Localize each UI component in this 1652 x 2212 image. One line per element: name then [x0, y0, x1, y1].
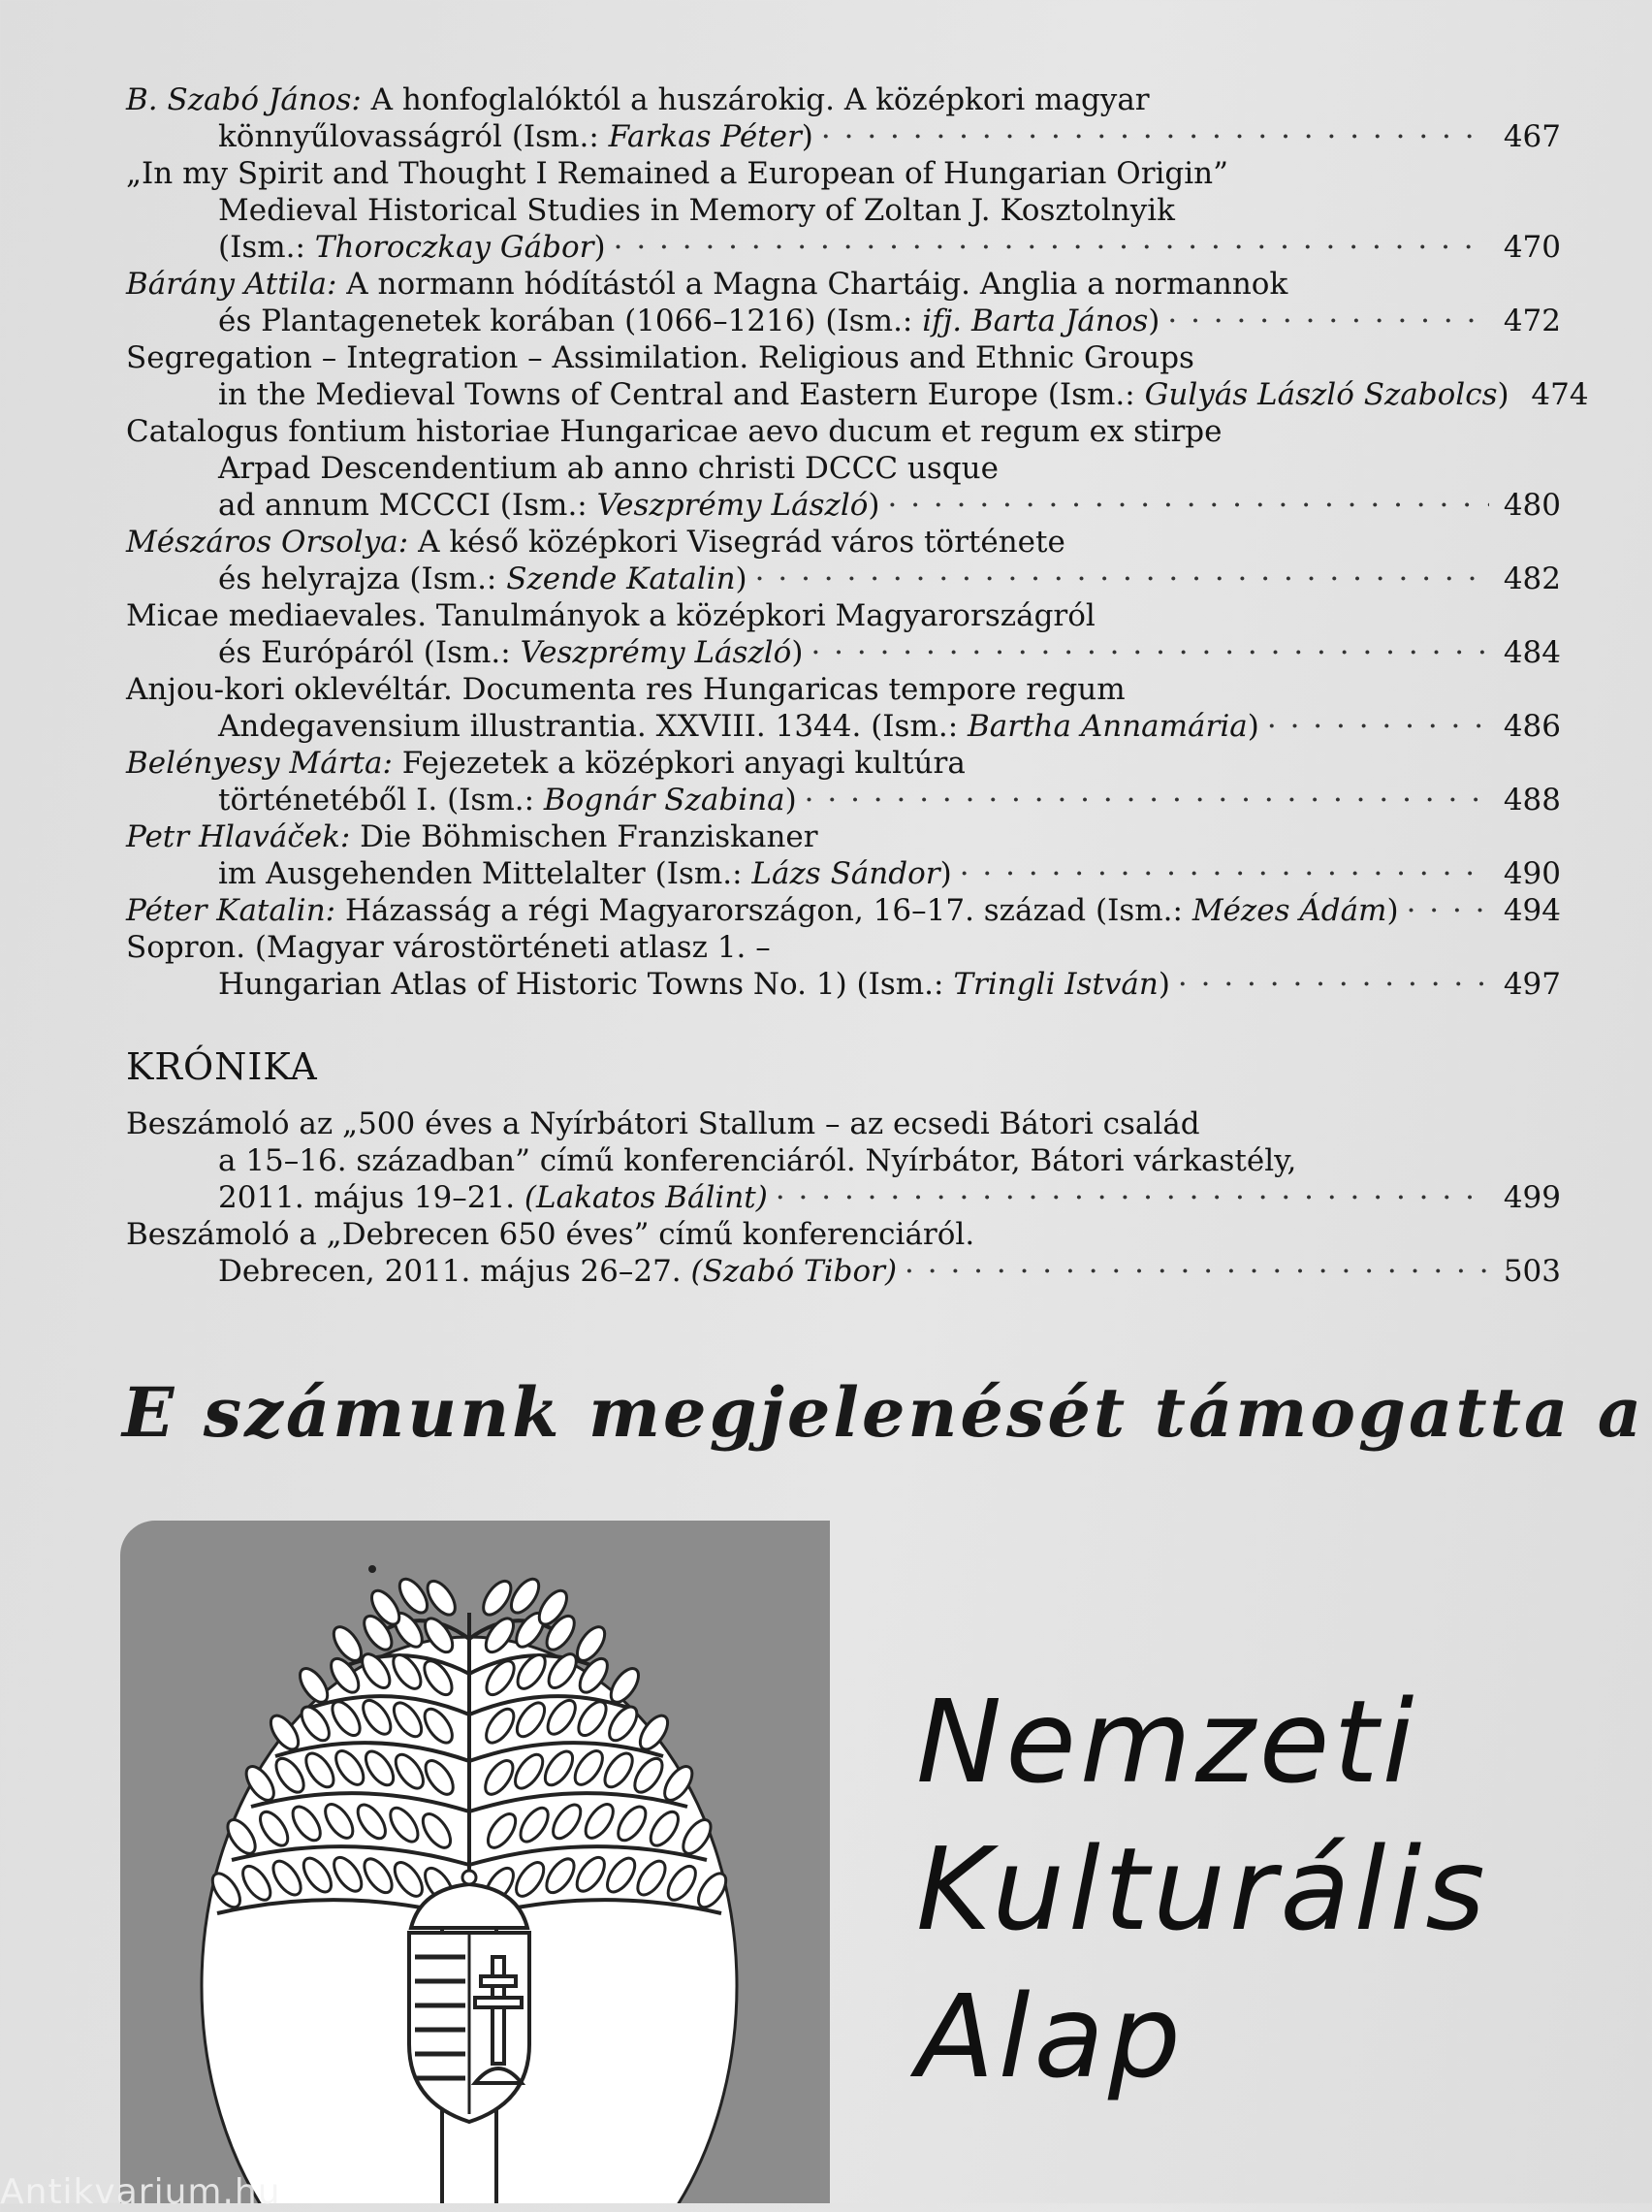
- page-number: 484: [1503, 635, 1561, 670]
- title-text: Medieval Historical Studies in Memory of Zoltan J. Kosztolnyik: [218, 193, 1175, 228]
- page-number: 470: [1503, 230, 1561, 265]
- toc-line-text: [126, 1216, 974, 1253]
- toc-line-text: [126, 597, 1096, 634]
- dot-leader: [821, 118, 1489, 155]
- toc-line-text: [218, 229, 606, 266]
- dot-leader: [960, 855, 1489, 892]
- table-of-contents: [126, 81, 1589, 1290]
- title-text: a 15–16. században” című konferenciáról. Nyírbátor, Bátori várkastély,: [218, 1143, 1297, 1178]
- title-text: A normann hódítástól a Magna Chartáig. Anglia a normannok: [336, 267, 1288, 302]
- support-heading: E számunk megjelenését támogatta a: [122, 1372, 1645, 1453]
- toc-line: [126, 561, 1561, 597]
- tree-leaf: [506, 1574, 544, 1617]
- page-number: 480: [1503, 488, 1561, 523]
- sponsor-name-line: Alap: [916, 1970, 1185, 2103]
- tree-leaf: [423, 1577, 461, 1619]
- reviewer: Mézes Ádám: [1191, 893, 1387, 928]
- title-text: Hungarian Atlas of Historic Towns No. 1) (Ism.:: [218, 967, 954, 1002]
- toc-line-text: [218, 708, 1259, 745]
- closing-paren: ): [593, 230, 606, 265]
- title-text: Arpad Descendentium ab anno christi DCCC usque: [218, 451, 999, 486]
- title-text: Házasság a régi Magyarországon, 16–17. század (Ism.:: [335, 893, 1192, 928]
- title-text: Sopron. (Magyar várostörténeti atlasz 1. –: [126, 930, 771, 965]
- reviewer: Bognár Szabina: [543, 783, 785, 817]
- toc-line-text: [218, 376, 1509, 413]
- toc-line-text: [218, 561, 747, 597]
- toc-line: [126, 671, 1561, 708]
- tree-leaf: [395, 1574, 432, 1617]
- toc-entry: [126, 155, 1561, 266]
- title-text: Die Böhmischen Franziskaner: [350, 819, 818, 854]
- toc-entry: [126, 929, 1561, 1003]
- toc-line: [126, 376, 1589, 413]
- sponsor-logo: [120, 1521, 830, 2203]
- dot-leader: [810, 634, 1489, 671]
- toc-line-text: [218, 487, 880, 524]
- page-number: 497: [1503, 967, 1561, 1002]
- title-text: Beszámoló az „500 éves a Nyírbátori Stallum – az ecsedi Bátori család: [126, 1106, 1200, 1141]
- reviewer: Lázs Sándor: [751, 856, 940, 891]
- toc-entry: [126, 266, 1561, 339]
- toc-line: [126, 929, 1561, 966]
- title-text: történetéből I. (Ism.:: [218, 783, 544, 817]
- dot-leader: [1167, 303, 1489, 339]
- title-text: (Ism.:: [218, 230, 315, 265]
- title-text: Andegavensium illustrantia. XXVIII. 1344. (Ism.:: [218, 709, 969, 744]
- author: B. Szabó János:: [126, 82, 362, 117]
- title-text: Fejezetek a középkori anyagi kultúra: [392, 746, 966, 781]
- title-text: könnyűlovasságról (Ism.:: [218, 119, 609, 154]
- toc-entry: [126, 1106, 1561, 1216]
- toc-line: [126, 229, 1561, 266]
- toc-line-text: [126, 671, 1126, 708]
- toc-line-text: [126, 155, 1228, 192]
- dot-leader: [905, 1253, 1489, 1290]
- dot-leader: [805, 782, 1489, 818]
- title-text: Catalogus fontium historiae Hungaricae aevo ducum et regum ex stirpe: [126, 414, 1223, 449]
- watermark: Antikvarium.hu: [0, 2172, 281, 2212]
- toc-line-text: [126, 1106, 1200, 1142]
- toc-line: [126, 1142, 1561, 1179]
- title-text: Beszámoló a „Debrecen 650 éves” című konferenciáról.: [126, 1217, 975, 1252]
- dot-leader: [1267, 708, 1489, 745]
- closing-paren: ): [1148, 304, 1160, 338]
- toc-entry: [126, 745, 1561, 818]
- reviewer: Bartha Annamária: [968, 709, 1248, 744]
- author: Belényesy Márta:: [126, 746, 393, 781]
- title-text: Micae mediaevales. Tanulmányok a középkori Magyarországról: [126, 598, 1096, 633]
- reviewer: Veszprémy László: [520, 635, 792, 670]
- toc-line: [126, 1253, 1561, 1290]
- title-text: im Ausgehenden Mittelalter (Ism.:: [218, 856, 752, 891]
- page-number: 486: [1503, 709, 1561, 744]
- tree-leaf: [606, 1664, 644, 1707]
- reviewer: Farkas Péter: [608, 119, 802, 154]
- toc-line: [126, 524, 1561, 561]
- toc-line-text: [218, 303, 1160, 339]
- tree-leaf: [478, 1577, 516, 1619]
- dot-leader: [614, 229, 1489, 266]
- toc-line-text: [218, 1179, 768, 1216]
- toc-line: [126, 413, 1561, 450]
- reviews-list: [126, 81, 1589, 1003]
- toc-line-text: [218, 118, 813, 155]
- toc-line-text: [218, 855, 952, 892]
- title-text: és helyrajza (Ism.:: [218, 561, 507, 596]
- page-number: 482: [1503, 561, 1561, 596]
- title-text: Segregation – Integration – Assimilation. Religious and Ethnic Groups: [126, 340, 1194, 375]
- toc-line-text: [126, 266, 1287, 303]
- dot-leader: [888, 487, 1489, 524]
- reviewer: Gulyás László Szabolcs: [1144, 377, 1498, 412]
- toc-line: [126, 892, 1561, 929]
- toc-line-text: [126, 524, 1065, 561]
- toc-line: [126, 855, 1561, 892]
- author: Petr Hlaváček:: [126, 819, 351, 854]
- toc-line: [126, 634, 1561, 671]
- title-text: in the Medieval Towns of Central and Eastern Europe (Ism.:: [218, 377, 1145, 412]
- toc-line: [126, 1106, 1561, 1142]
- page-number: 503: [1503, 1254, 1561, 1289]
- page-number: 499: [1503, 1180, 1561, 1215]
- tree-leaf: [295, 1664, 333, 1707]
- author: Péter Katalin:: [126, 893, 336, 928]
- title-text: 2011. május 19–21.: [218, 1180, 524, 1215]
- toc-line: [126, 487, 1561, 524]
- toc-entry: [126, 597, 1561, 671]
- title-text: Debrecen, 2011. május 26–27.: [218, 1254, 691, 1289]
- toc-line-text: [126, 413, 1222, 450]
- chronicle-heading: KRÓNIKA: [126, 1045, 318, 1088]
- dot-leader: [1407, 892, 1489, 929]
- page-number: 494: [1503, 893, 1561, 928]
- page-number: 467: [1503, 119, 1561, 154]
- toc-line: [126, 708, 1561, 745]
- closing-paren: ): [1386, 893, 1399, 928]
- sponsor-name-line: Nemzeti: [916, 1675, 1418, 1809]
- toc-line-text: [218, 634, 803, 671]
- title-text: Anjou-kori oklevéltár. Documenta res Hungaricas tempore regum: [126, 672, 1126, 707]
- toc-line-text: [218, 1142, 1296, 1179]
- toc-line: [126, 818, 1561, 855]
- toc-line-text: [126, 81, 1150, 118]
- author: Mészáros Orsolya:: [126, 525, 409, 560]
- reviewer: Szende Katalin: [506, 561, 736, 596]
- toc-line-text: [218, 966, 1170, 1003]
- closing-paren: ): [1158, 967, 1170, 1002]
- toc-line: [126, 118, 1561, 155]
- title-text: és Plantagenetek korában (1066–1216) (Ism.:: [218, 304, 923, 338]
- toc-line: [126, 155, 1561, 192]
- dot-leader: [776, 1179, 1489, 1216]
- closing-paren: ): [939, 856, 952, 891]
- chronicle-list: [126, 1106, 1561, 1290]
- closing-paren: ): [784, 783, 797, 817]
- sponsor-name: [916, 1668, 1489, 2110]
- title-text: ad annum MCCCI (Ism.:: [218, 488, 597, 523]
- toc-line-text: [126, 745, 966, 782]
- author: Bárány Attila:: [126, 267, 337, 302]
- title-text: „In my Spirit and Thought I Remained a European of Hungarian Origin”: [126, 156, 1228, 191]
- page-number: 474: [1531, 377, 1589, 412]
- toc-line: [126, 597, 1561, 634]
- toc-entry: [126, 671, 1561, 745]
- toc-line: [126, 745, 1561, 782]
- toc-line-text: [218, 1253, 897, 1290]
- page-number: 472: [1503, 304, 1561, 338]
- closing-paren: ): [1497, 377, 1509, 412]
- reviewer: Tringli István: [953, 967, 1159, 1002]
- toc-line: [126, 303, 1561, 339]
- toc-entry: [126, 339, 1589, 413]
- reviewer: (Szabó Tibor): [690, 1254, 898, 1289]
- title-text: A késő középkori Visegrád város története: [408, 525, 1065, 560]
- toc-line: [126, 966, 1561, 1003]
- toc-line-text: [218, 192, 1175, 229]
- closing-paren: ): [1247, 709, 1259, 744]
- closing-paren: ): [868, 488, 880, 523]
- toc-entry: [126, 892, 1561, 929]
- toc-line: [126, 81, 1561, 118]
- title-text: A honfoglalóktól a huszárokig. A középkori magyar: [361, 82, 1150, 117]
- toc-line-text: [126, 892, 1399, 929]
- reviewer: Veszprémy László: [596, 488, 869, 523]
- toc-line: [126, 1179, 1561, 1216]
- dot-leader: [1178, 966, 1489, 1003]
- page-number: 488: [1503, 783, 1561, 817]
- closing-paren: ): [791, 635, 804, 670]
- tree-with-hungarian-coat-of-arms-icon: [120, 1521, 830, 2203]
- reviewer: (Lakatos Bálint): [524, 1180, 768, 1215]
- reviewer: Thoroczkay Gábor: [314, 230, 594, 265]
- toc-entry: [126, 1216, 1561, 1290]
- closing-paren: ): [801, 119, 813, 154]
- toc-line: [126, 266, 1561, 303]
- toc-entry: [126, 818, 1561, 892]
- toc-entry: [126, 81, 1561, 155]
- reviewer: ifj. Barta János: [922, 304, 1149, 338]
- toc-line: [126, 782, 1561, 818]
- toc-line: [126, 339, 1561, 376]
- toc-line-text: [218, 782, 797, 818]
- title-text: és Európáról (Ism.:: [218, 635, 521, 670]
- toc-line: [126, 450, 1561, 487]
- closing-paren: ): [735, 561, 747, 596]
- toc-line: [126, 192, 1561, 229]
- toc-entry: [126, 413, 1561, 524]
- toc-line-text: [218, 450, 999, 487]
- toc-line-text: [126, 818, 818, 855]
- toc-entry: [126, 524, 1561, 597]
- page-number: 490: [1503, 856, 1561, 891]
- dot-leader: [755, 561, 1489, 597]
- sponsor-name-line: Kulturális: [916, 1822, 1489, 1956]
- toc-line: [126, 1216, 1561, 1253]
- toc-line-text: [126, 929, 771, 966]
- toc-line-text: [126, 339, 1194, 376]
